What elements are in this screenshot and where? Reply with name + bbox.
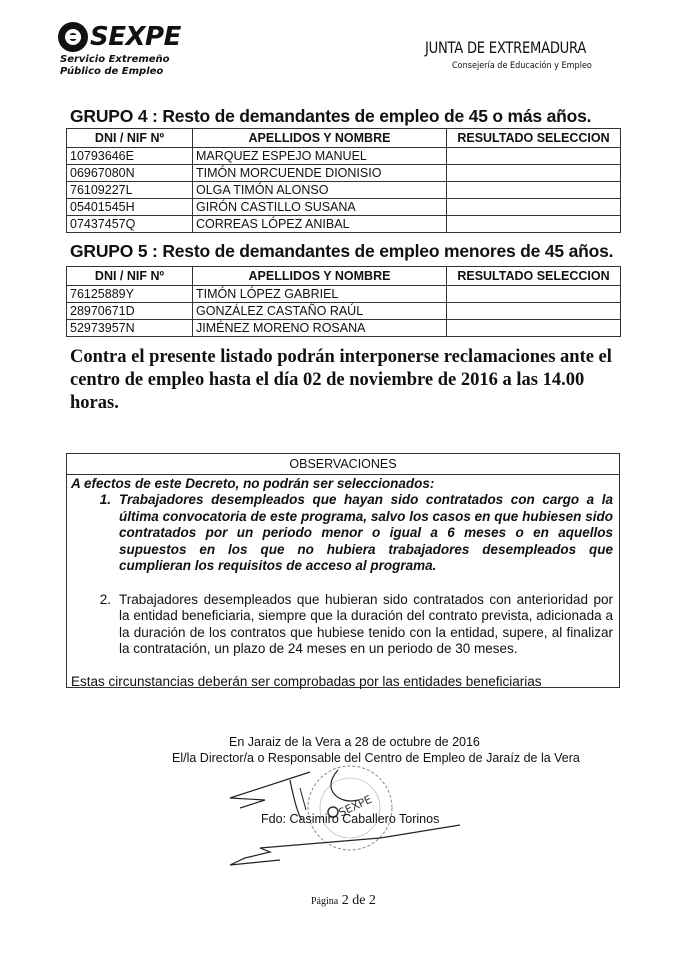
cell-dni: 76109227L bbox=[67, 182, 193, 199]
group5-table bbox=[66, 266, 621, 337]
group5-title: GRUPO 5 : Resto de demandantes de empleo menores de 45 años. bbox=[70, 241, 614, 261]
table-header-row bbox=[67, 129, 621, 148]
cell-dni: 28970671D bbox=[67, 303, 193, 320]
table-row bbox=[67, 165, 621, 182]
column-header-result: RESULTADO SELECCION bbox=[447, 267, 621, 286]
column-header-name: APELLIDOS Y NOMBRE bbox=[193, 129, 447, 148]
observations-box bbox=[66, 453, 620, 688]
cell-name: TIMÓN LÓPEZ GABRIEL bbox=[193, 286, 447, 303]
column-header-dni: DNI / NIF Nº bbox=[67, 129, 193, 148]
cell-dni: 07437457Q bbox=[67, 216, 193, 233]
table-row bbox=[67, 303, 621, 320]
page-count: 2 de 2 bbox=[341, 893, 376, 908]
cell-dni: 52973957N bbox=[67, 320, 193, 337]
observations-footer: Estas circunstancias deberán ser comprobadas por las entidades beneficiarias bbox=[71, 673, 542, 689]
table-row bbox=[67, 286, 621, 303]
cell-name: CORREAS LÓPEZ ANIBAL bbox=[193, 216, 447, 233]
group4-title: GRUPO 4 : Resto de demandantes de empleo de 45 o más años. bbox=[70, 106, 592, 126]
table-row bbox=[67, 148, 621, 165]
cell-dni: 76125889Y bbox=[67, 286, 193, 303]
table-row bbox=[67, 182, 621, 199]
cell-result bbox=[447, 148, 621, 165]
cell-dni: 05401545H bbox=[67, 199, 193, 216]
page-word: Página bbox=[311, 896, 339, 907]
item-number: 2. bbox=[99, 591, 111, 607]
cell-name: JIMÉNEZ MORENO ROSANA bbox=[193, 320, 447, 337]
signed-by: Fdo: Casimiro Caballero Torinos bbox=[261, 812, 440, 826]
sexpe-logo bbox=[58, 22, 258, 78]
junta-title: JUNTA DE EXTREMADURA bbox=[425, 38, 587, 57]
cell-dni: 10793646E bbox=[67, 148, 193, 165]
cell-result bbox=[447, 286, 621, 303]
cell-name: TIMÓN MORCUENDE DIONISIO bbox=[193, 165, 447, 182]
table-row bbox=[67, 199, 621, 216]
consejeria-subtitle: Consejería de Educación y Empleo bbox=[452, 61, 592, 71]
cell-name: OLGA TIMÓN ALONSO bbox=[193, 182, 447, 199]
place-date: En Jaraiz de la Vera a 28 de octubre de 2016 bbox=[229, 735, 480, 749]
observation-item bbox=[67, 492, 619, 575]
table-row bbox=[67, 216, 621, 233]
item-number: 1. bbox=[99, 492, 111, 507]
svg-text:SEXPE: SEXPE bbox=[336, 792, 374, 820]
cell-result bbox=[447, 216, 621, 233]
cell-name: MARQUEZ ESPEJO MANUEL bbox=[193, 148, 447, 165]
table-row bbox=[67, 320, 621, 337]
cell-dni: 06967080N bbox=[67, 165, 193, 182]
claims-notice: Contra el presente listado podrán interponerse reclamaciones ante el centro de empleo hasta el día 02 de noviembre de 2016 a las 14.00 horas. bbox=[70, 347, 612, 413]
page-number bbox=[311, 893, 376, 909]
cell-result bbox=[447, 182, 621, 199]
column-header-result: RESULTADO SELECCION bbox=[447, 129, 621, 148]
observations-list bbox=[67, 492, 619, 658]
observation-item bbox=[67, 592, 619, 658]
column-header-name: APELLIDOS Y NOMBRE bbox=[193, 267, 447, 286]
column-header-dni: DNI / NIF Nº bbox=[67, 267, 193, 286]
observations-intro: A efectos de este Decreto, no podrán ser seleccionados: bbox=[71, 476, 435, 491]
logo-name: SEXPE bbox=[90, 22, 181, 52]
cell-result bbox=[447, 165, 621, 182]
cell-result bbox=[447, 320, 621, 337]
table-header-row bbox=[67, 267, 621, 286]
sexpe-e-icon bbox=[58, 22, 88, 52]
item-text: Trabajadores desempleados que hayan sido contratados con cargo a la última convocatoria de este programa, salvo los casos en que hubiesen sido contratados por un periodo menor o igual a 6 meses o en aquellos supuestos en los que no hubiera trabajadores desempleados que cumplieran los requisitos de acceso al programa. bbox=[119, 492, 613, 573]
cell-name: GIRÓN CASTILLO SUSANA bbox=[193, 199, 447, 216]
group4-table bbox=[66, 128, 621, 233]
cell-name: GONZÁLEZ CASTAÑO RAÚL bbox=[193, 303, 447, 320]
item-text: Trabajadores desempleados que hubieran sido contratados con anterioridad por la entidad beneficiaria, siempre que la duración del contrato prevista, adicionada a la duración de los contratos que hubiese tenido con la entidad, supere, al finalizar la contratación, un plazo de 24 meses en un periodo de 30 meses. bbox=[119, 591, 613, 656]
cell-result bbox=[447, 199, 621, 216]
cell-result bbox=[447, 303, 621, 320]
logo-subtitle-1: Servicio Extremeño bbox=[60, 54, 170, 65]
logo-subtitle-2: Público de Empleo bbox=[60, 66, 164, 77]
signer-role: El/la Director/a o Responsable del Centro de Empleo de Jaraíz de la Vera bbox=[172, 751, 580, 765]
observations-heading: OBSERVACIONES bbox=[67, 454, 619, 475]
